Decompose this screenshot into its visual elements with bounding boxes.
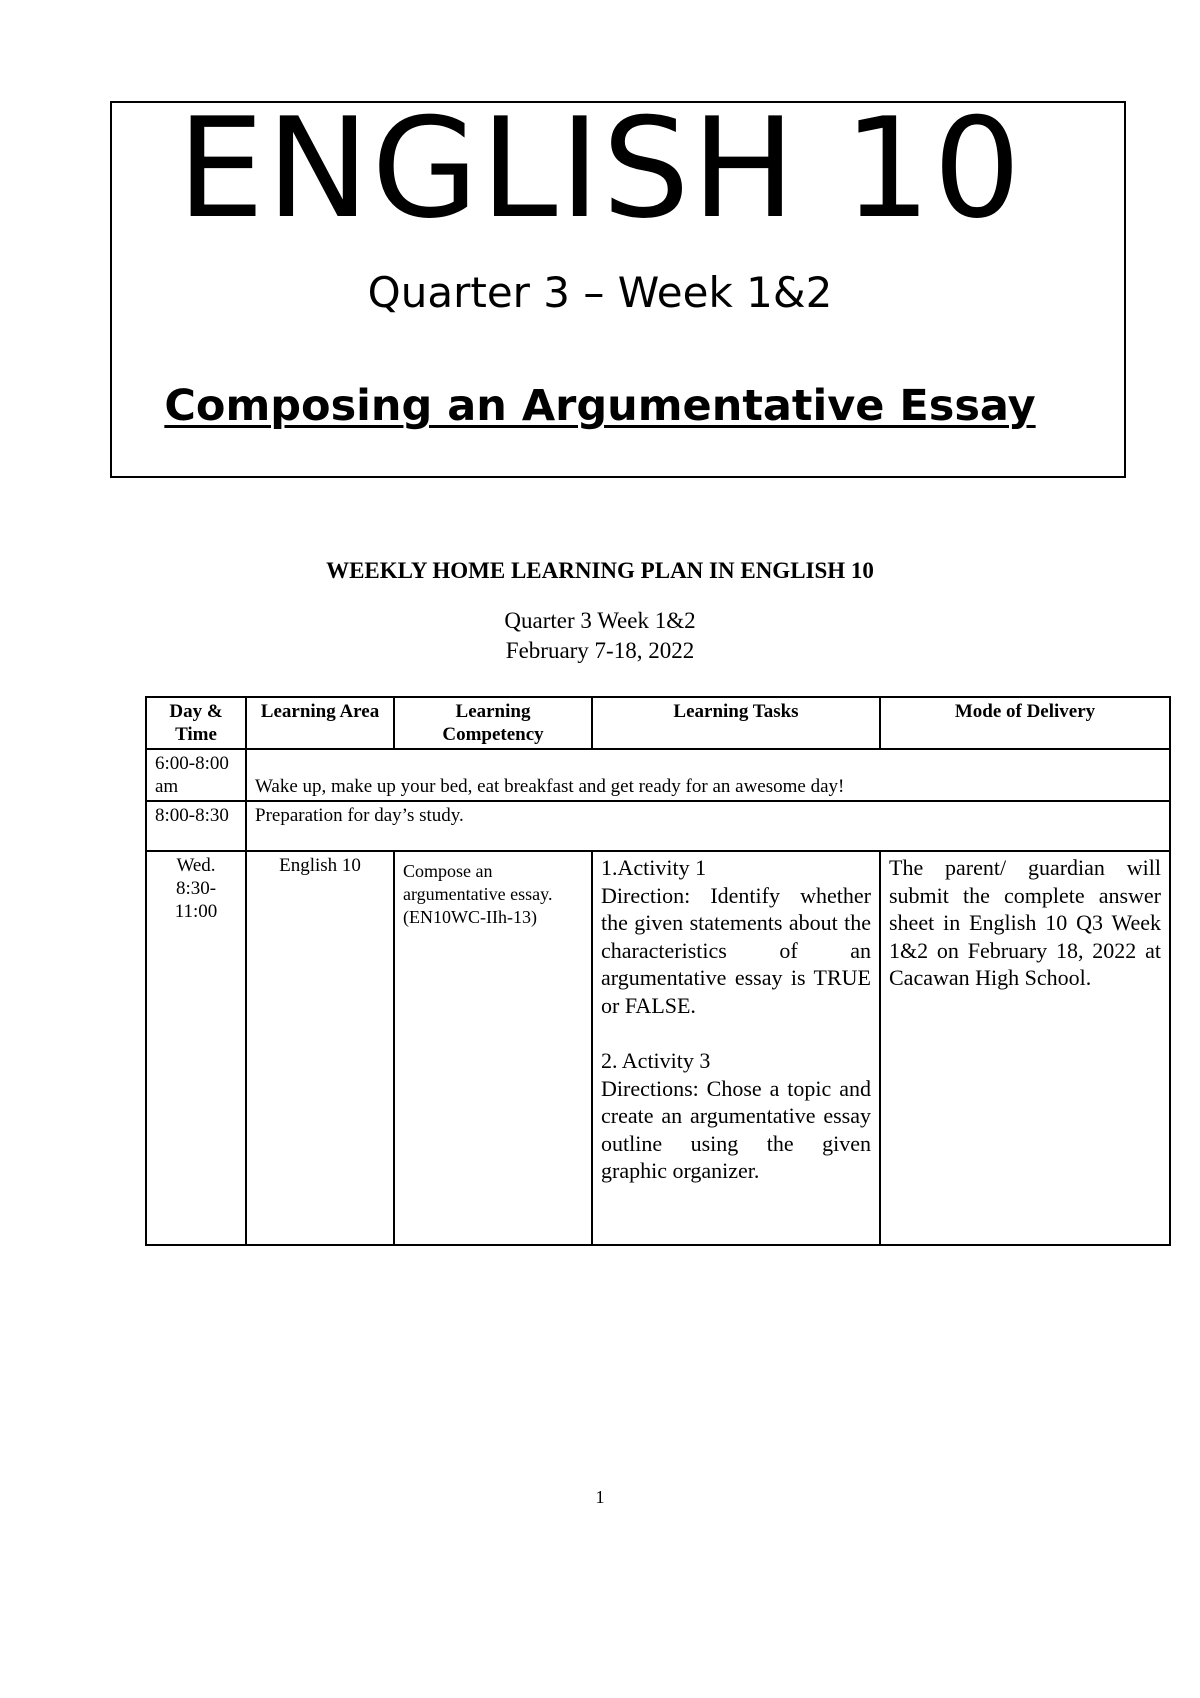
row-activity: Preparation for day’s study. <box>246 801 1170 851</box>
cover-subtitle: Quarter 3 – Week 1&2 <box>367 268 833 317</box>
plan-dates: February 7-18, 2022 <box>505 638 695 663</box>
table-header-row <box>146 697 1170 749</box>
header-learning-tasks: Learning Tasks <box>592 697 880 749</box>
task-2-title: 2. Activity 3 <box>601 1048 711 1073</box>
table-row-lesson <box>146 851 1170 1245</box>
row-time: 8:00-8:30 <box>146 801 246 851</box>
table-row <box>146 801 1170 851</box>
page-number: 1 <box>595 1487 605 1507</box>
header-learning-competency: Learning Competency <box>394 697 592 749</box>
cover-title: ENGLISH 10 <box>177 88 1023 249</box>
lesson-learning-area: English 10 <box>246 851 394 1245</box>
learning-plan-table <box>145 696 1171 1246</box>
lesson-tasks <box>592 851 880 1245</box>
plan-heading: WEEKLY HOME LEARNING PLAN IN ENGLISH 10 <box>326 558 874 583</box>
header-day-time: Day & Time <box>146 697 246 749</box>
task-2-text: Directions: Chose a topic and create an argumentative essay outline using the given graphic organizer. <box>601 1075 871 1183</box>
row-activity: Wake up, make up your bed, eat breakfast and get ready for an awesome day! <box>246 749 1170 801</box>
row-time: 6:00-8:00 am <box>146 749 246 801</box>
header-mode-of-delivery: Mode of Delivery <box>880 697 1170 749</box>
table-row <box>146 749 1170 801</box>
lesson-day-time <box>146 851 246 1245</box>
lesson-time: 8:30-11:00 <box>174 878 218 922</box>
header-learning-area: Learning Area <box>246 697 394 749</box>
task-1-text: Direction: Identify whether the given statements about the characteristics of an argumentative essay is TRUE or FALSE. <box>601 882 871 1018</box>
lesson-competency: Compose an argumentative essay. (EN10WC-IIh-13) <box>394 851 592 1245</box>
lesson-day: Wed. <box>176 855 216 876</box>
task-1-title: 1.Activity 1 <box>601 855 707 880</box>
plan-quarter-week: Quarter 3 Week 1&2 <box>504 608 696 633</box>
cover-topic: Composing an Argumentative Essay <box>164 381 1036 431</box>
lesson-delivery: The parent/ guardian will submit the complete answer sheet in English 10 Q3 Week 1&2 on February 18, 2022 at Cacawan High School. <box>880 851 1170 1245</box>
